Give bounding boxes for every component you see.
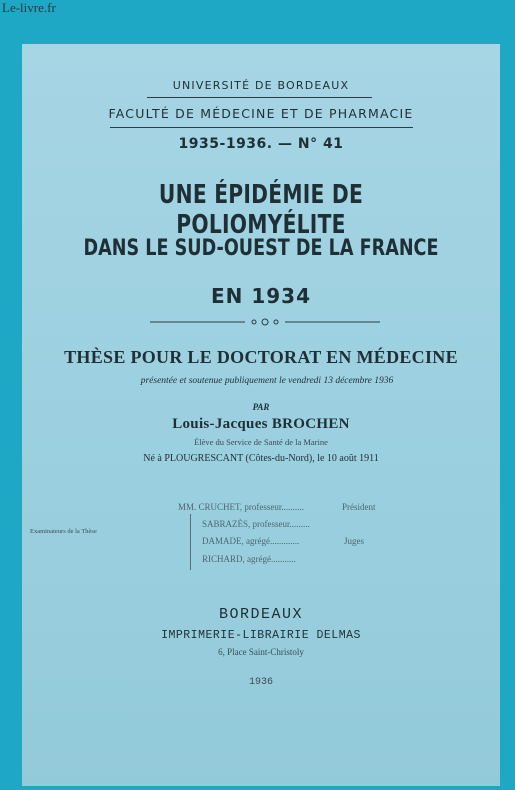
jury-brace [190, 514, 197, 570]
jury-label: Examinateurs de la Thèse [30, 528, 97, 535]
presentation-note: présentée et soutenue publiquement le vendredi 13 décembre 1936 [140, 376, 394, 386]
ornament-divider [150, 316, 380, 328]
faculty-name: FACULTÉ DE MÉDECINE ET DE PHARMACIE [108, 106, 414, 121]
by-label: PAR [252, 402, 270, 412]
author-birth: Né à PLOUGRESCANT (Côtes-du-Nord), le 10 août 1911 [143, 453, 379, 464]
jury-member: DAMADE, agrégé............. [202, 536, 300, 546]
publisher-address: 6, Place Saint-Christoly [218, 647, 304, 657]
title-line-1: UNE ÉPIDÉMIE DE POLIOMYÉLITE [158, 180, 364, 240]
divider-rule [110, 127, 413, 128]
title-line-3: EN 1934 [210, 284, 312, 308]
thesis-heading: THÈSE POUR LE DOCTORAT EN MÉDECINE [64, 347, 458, 367]
publisher-name: IMPRIMERIE-LIBRAIRIE DELMAS [161, 629, 361, 642]
author-name: Louis-Jacques BROCHEN [172, 416, 350, 432]
jury-member: SABRAZÈS, professeur......... [202, 519, 310, 529]
publisher-city: BORDEAUX [218, 606, 303, 623]
jury-role: Juges [344, 536, 364, 546]
publication-year: 1936 [248, 677, 273, 688]
thesis-number: 1935-1936. — N° 41 [178, 136, 344, 152]
title-line-2: DANS LE SUD-OUEST DE LA FRANCE [83, 236, 439, 261]
author-affiliation: Élève du Service de Santé de la Marine [194, 437, 328, 447]
university-name: UNIVERSITÉ DE BORDEAUX [172, 79, 350, 92]
watermark: Le-livre.fr [2, 0, 56, 15]
jury-role: Président [342, 502, 376, 512]
jury-member: RICHARD, agrégé........... [202, 554, 296, 564]
book-cover [22, 44, 500, 786]
jury-member: MM. CRUCHET, professeur.......... [178, 502, 304, 512]
divider-rule [147, 97, 372, 98]
